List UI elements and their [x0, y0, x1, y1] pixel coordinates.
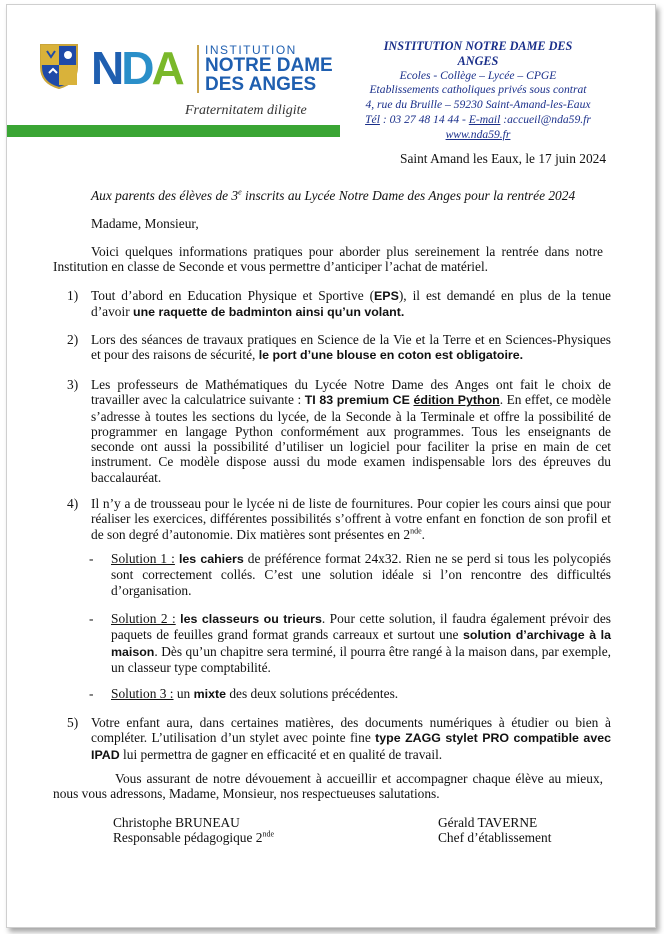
logo-letter-n: N — [91, 42, 122, 94]
bullet-dash: - — [89, 611, 94, 626]
list-item-eps — [67, 288, 611, 321]
solution-text: un — [173, 686, 194, 701]
item-bold: EPS — [374, 289, 399, 303]
solution-1 — [89, 551, 611, 598]
list-item-lab-coat — [67, 332, 611, 364]
item-text: . En effet, ce modèle s’adresse à toutes les sections du lycée, de la Seconde à la Terminale et offre la possibilité de programmer en langage Python conformément aux programmes. Tous les enseignants de seconde ont aussi la possibilité d’utiliser un logiciel pour faciliter la prise en main de cet instrument. Ce modèle dispose aussi du mode examen indispensable lors des épreuves du baccalauréat. — [91, 392, 611, 485]
intro-text: Voici quelques informations pratiques pour aborder plus sereinement la rentrée dans notre Institution en classe de Seconde et vous permettre d’anticiper l’achat de matériel. — [53, 244, 603, 275]
logo-name-line2: DES ANGES — [205, 74, 317, 95]
item-text: Les professeurs de Mathématiques du Lycée Notre Dame des Anges ont fait le choix de travailler avec la calculatrice suivante : — [91, 377, 611, 408]
solution-bold: mixte — [193, 687, 226, 701]
website-text[interactable]: www.nda59.fr — [445, 127, 511, 141]
signer-role: Chef d’établissement — [438, 830, 552, 846]
item-text: Tout d’abord en Education Physique et Sportive ( — [91, 288, 375, 303]
green-header-bar — [7, 125, 340, 137]
email-value[interactable]: :accueil@nda59.fr — [500, 112, 591, 126]
solution-text: de préférence format 24x32. Rien ne se perd si tous les polycopiés sont correctement collés. C’est une solution idéale si l’on rencontre des difficultés d’organisation. — [111, 551, 611, 598]
item-number: 1) — [67, 288, 79, 303]
solution-bold: solution d’archivage à la maison — [111, 628, 611, 659]
letter-date: Saint Amand les Eaux, le 17 juin 2024 — [400, 151, 607, 166]
list-item-supplies — [67, 496, 611, 542]
logo-name-line1: NOTRE DAME — [205, 55, 333, 76]
contact-line-schools: Ecoles - Collège – Lycée – CPGE — [399, 68, 557, 82]
logo-divider — [197, 45, 199, 93]
item-number: 2) — [67, 332, 79, 347]
solution-text: . Pour cette solution, il faudra également prévoir des paquets de feuilles grand format grands carreaux et surtout une — [111, 611, 611, 643]
item-bold-underlined: édition Python — [413, 393, 500, 408]
subject-sup: e — [238, 187, 242, 197]
signer-name: Gérald TAVERNE — [438, 815, 538, 830]
email-label: E-mail — [468, 112, 501, 126]
closing-paragraph — [53, 771, 603, 802]
list-item-stylus — [67, 715, 611, 763]
item-number: 3) — [67, 377, 79, 392]
solution-3 — [89, 686, 611, 702]
item-number: 5) — [67, 715, 79, 730]
solution-label: Solution 2 : — [111, 611, 176, 626]
list-item-calculator — [67, 377, 611, 485]
intro-paragraph — [53, 244, 603, 275]
logo-letter-a: A — [151, 42, 182, 94]
solution-label: Solution 1 : — [111, 551, 175, 566]
item-bold: une raquette de badminton ainsi qu’un volant. — [133, 305, 405, 320]
item-number: 4) — [67, 496, 79, 511]
solution-bold: les classeurs ou trieurs — [180, 612, 322, 626]
motto: Fraternitatem diligite — [185, 103, 307, 118]
contact-block — [363, 39, 593, 143]
signer-role-text: Responsable pédagogique 2 — [113, 830, 263, 846]
item-bold: type ZAGG stylet PRO compatible avec IPAD — [91, 731, 611, 762]
signature-left — [113, 815, 274, 846]
item-bold: le port d’une blouse en coton est obligatoire. — [258, 348, 524, 363]
subject-part-b: inscrits au Lycée Notre Dame des Anges pour la rentrée 2024 — [241, 188, 576, 203]
contact-title: INSTITUTION NOTRE DAME DES ANGES — [383, 39, 573, 68]
logo-institution-label: INSTITUTION — [205, 43, 297, 57]
contact-line-status: Etablissements catholiques privés sous contrat — [369, 83, 587, 97]
tel-value: : 03 27 48 14 44 - — [379, 112, 469, 126]
item-text: Lors des séances de travaux pratiques en Science de la Vie et la Terre et en Sciences-Physiques et pour des raisons de sécurité, — [91, 332, 611, 363]
logo-institution-name — [205, 56, 333, 94]
item-text: Votre enfant aura, dans certaines matières, des documents numériques à étudier ou bien à compléter. L’utilisation d’un stylet avec pointe fine — [91, 715, 611, 746]
item-text: Il n’y a de trousseau pour le lycée ni de liste de fournitures. Pour copier les cours ainsi que pour réaliser les exercices, différentes possibilités s’offrent à votre enfant en fonction de son profil et de son degré d’autonomie. Dix matières sont présentes en 2 — [91, 496, 611, 542]
subject-part-a: Aux parents des élèves de 3 — [91, 188, 239, 203]
solution-label: Solution 3 : — [111, 686, 174, 701]
signer-role — [113, 830, 274, 845]
solution-bold: les cahiers — [178, 552, 244, 566]
logo-letter-d: D — [121, 42, 152, 94]
solution-2 — [89, 611, 611, 675]
tel-label: Tél — [365, 112, 380, 126]
bullet-dash: - — [89, 551, 94, 566]
item-sup: nde — [410, 526, 422, 536]
salutation: Madame, Monsieur, — [91, 216, 199, 231]
signer-role-sup: nde — [262, 829, 275, 839]
item-text: lui permettra de gagner en efficacité et en qualité de travail. — [119, 746, 443, 762]
contact-line-address: 4, rue du Bruille – 59230 Saint-Amand-les-Eaux — [365, 98, 591, 112]
nda-logo — [91, 42, 182, 94]
closing-text: Vous assurant de notre dévouement à accueillir et accompagner chaque élève au mieux, nous vous adressons, Madame, Monsieur, nos respectueuses salutations. — [53, 771, 603, 802]
bullet-dash: - — [89, 686, 94, 701]
contact-line-phone — [363, 113, 593, 128]
item-bold: TI 83 premium CE — [304, 393, 414, 408]
item-text: ), il est demandé en plus de la tenue d’avoir — [91, 288, 611, 320]
signature-right — [438, 815, 551, 846]
signer-name: Christophe BRUNEAU — [113, 815, 240, 830]
coat-of-arms-logo — [39, 43, 79, 89]
letter-page — [6, 4, 656, 928]
solution-text: des deux solutions précédentes. — [225, 686, 399, 701]
solution-text: . Dès qu’un chapitre sera terminé, il pourra être rangé à la maison dans, par exemple, un classeur type comptabilité. — [111, 643, 611, 675]
website-link[interactable] — [363, 128, 593, 143]
letter-subject — [91, 188, 575, 203]
item-text: . — [421, 526, 425, 542]
